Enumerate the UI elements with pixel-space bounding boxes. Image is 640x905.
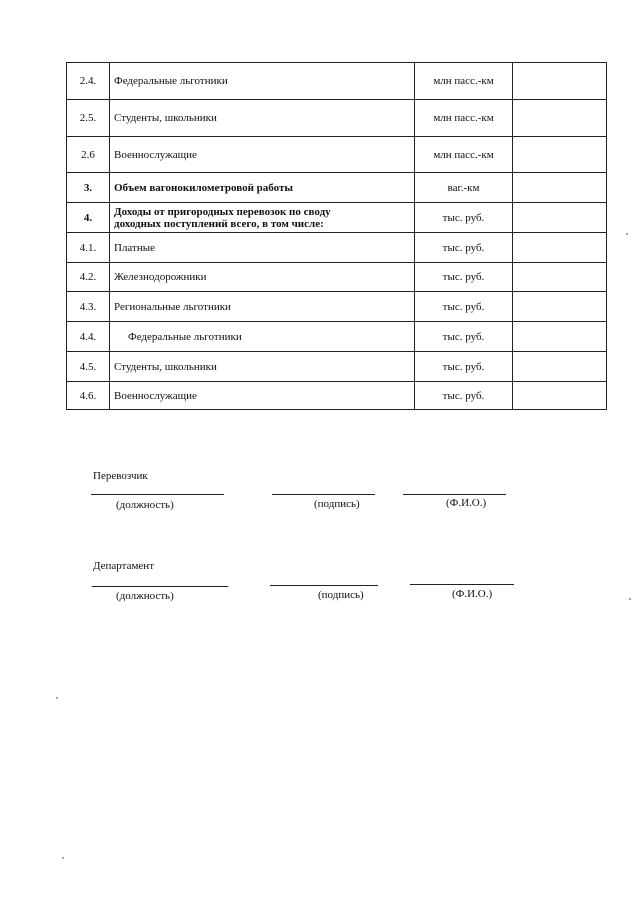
table-row [67,322,607,352]
row-number: 3. [67,173,110,203]
row-value [513,173,607,203]
row-number: 2.5. [67,100,110,137]
row-unit: тыс. руб. [415,382,513,410]
name-line [410,584,514,585]
row-name-line2: доходных поступлений всего, в том числе: [114,217,324,230]
row-value [513,233,607,263]
row-unit: тыс. руб. [415,322,513,352]
carrier-signature-title: Перевозчик [93,470,148,482]
row-value [513,382,607,410]
table-row [67,63,607,100]
row-unit: тыс. руб. [415,352,513,382]
table-row [67,233,607,263]
scan-speck [62,857,64,859]
table-row [67,263,607,292]
row-unit: ваг.-км [415,173,513,203]
row-unit: тыс. руб. [415,292,513,322]
signature-caption: (подпись) [318,589,364,601]
row-number: 4.1. [67,233,110,263]
row-unit: млн пасс.-км [415,63,513,100]
position-caption: (должность) [116,590,174,602]
position-line [92,586,228,587]
signature-line [270,585,378,586]
row-unit: тыс. руб. [415,203,513,233]
row-number: 4.3. [67,292,110,322]
row-number: 4.5. [67,352,110,382]
row-value [513,322,607,352]
table-row [67,203,607,233]
row-number: 2.6 [67,137,110,173]
row-unit: млн пасс.-км [415,137,513,173]
signature-line [272,494,375,495]
position-line [91,494,224,495]
position-caption: (должность) [116,499,174,511]
row-value [513,63,607,100]
row-unit: млн пасс.-км [415,100,513,137]
row-name [110,203,415,233]
name-line [403,494,506,495]
row-unit: тыс. руб. [415,263,513,292]
table-row [67,292,607,322]
scan-speck [56,697,58,699]
signature-caption: (подпись) [314,498,360,510]
table-row [67,137,607,173]
row-value [513,263,607,292]
row-value [513,203,607,233]
row-value [513,137,607,173]
row-number: 4.6. [67,382,110,410]
row-name: Федеральные льготники [110,63,415,100]
row-number: 2.4. [67,63,110,100]
row-name: Платные [110,233,415,263]
row-value [513,292,607,322]
row-name: Студенты, школьники [110,352,415,382]
scan-speck [626,233,628,235]
row-name: Военнослужащие [110,137,415,173]
department-signature-title: Департамент [93,560,155,572]
name-caption: (Ф.И.О.) [446,497,487,509]
table-row [67,382,607,410]
scan-speck [629,598,631,600]
row-name: Объем вагонокилометровой работы [110,173,415,203]
table-row [67,100,607,137]
row-name: Военнослужащие [110,382,415,410]
table-row [67,173,607,203]
report-table [66,62,607,410]
table-row [67,352,607,382]
row-number: 4.4. [67,322,110,352]
row-unit: тыс. руб. [415,233,513,263]
row-number: 4. [67,203,110,233]
row-value [513,100,607,137]
row-name: Федеральные льготники [110,322,415,352]
name-caption: (Ф.И.О.) [452,588,493,600]
row-number: 4.2. [67,263,110,292]
row-value [513,352,607,382]
row-name-line1: Доходы от пригородных перевозок по своду [114,205,331,218]
row-name: Железнодорожники [110,263,415,292]
row-name: Студенты, школьники [110,100,415,137]
row-name: Региональные льготники [110,292,415,322]
